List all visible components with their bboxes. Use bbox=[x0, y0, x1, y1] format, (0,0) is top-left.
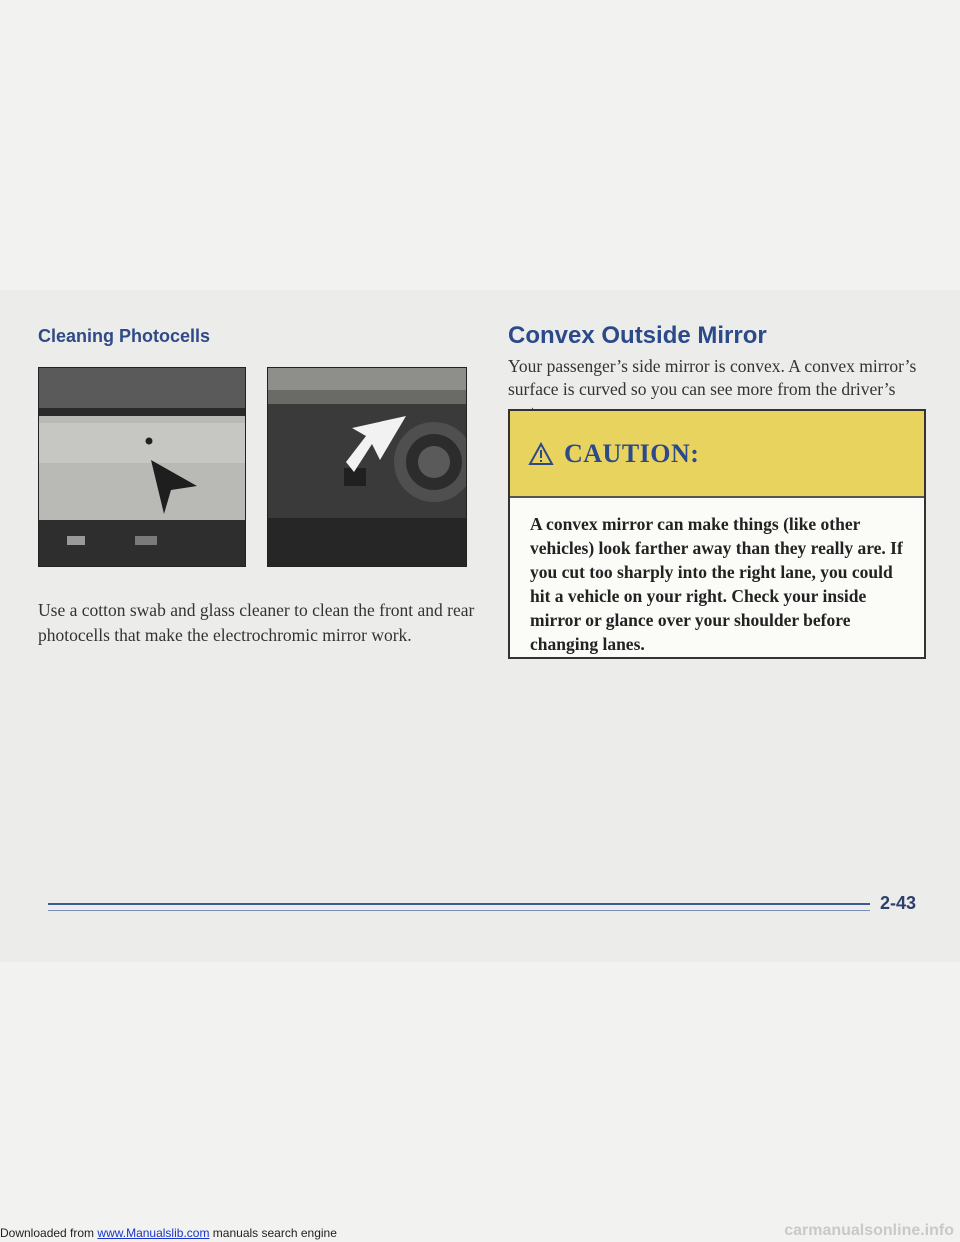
manualslib-link[interactable]: www.Manualslib.com bbox=[97, 1226, 210, 1240]
watermark: carmanualsonline.info bbox=[784, 1222, 954, 1239]
download-prefix: Downloaded from bbox=[0, 1226, 95, 1240]
caution-text: A convex mirror can make things (like other vehicles) look farther away than they really are. If you cut too sharply into the right lane, you could hit a vehicle on your right. Check your inside mirror or glance over your shoulder before changing lanes. bbox=[530, 514, 903, 654]
caution-box bbox=[508, 409, 926, 659]
convex-outside-mirror-heading: Convex Outside Mirror bbox=[508, 322, 767, 349]
cleaning-photocells-heading: Cleaning Photocells bbox=[38, 326, 211, 346]
download-notice bbox=[0, 1226, 337, 1240]
footer-rule bbox=[48, 903, 870, 905]
rear-photocell-photo bbox=[267, 367, 467, 567]
page-number: 2-43 bbox=[880, 893, 917, 913]
cleaning-photocells-text: Use a cotton swab and glass cleaner to clean the front and rear photocells that make the electrochromic mirror work. bbox=[38, 600, 475, 645]
warning-triangle-icon bbox=[528, 442, 554, 466]
footer-rule-thin bbox=[48, 910, 870, 911]
front-photocell-photo bbox=[38, 367, 246, 567]
caution-header bbox=[510, 411, 924, 498]
caution-title: CAUTION: bbox=[564, 438, 700, 468]
download-suffix: manuals search engine bbox=[212, 1226, 337, 1240]
convex-mirror-text: Your passenger’s side mirror is convex. A convex mirror’s surface is curved so you can see more from the driver’s bbox=[508, 356, 917, 399]
